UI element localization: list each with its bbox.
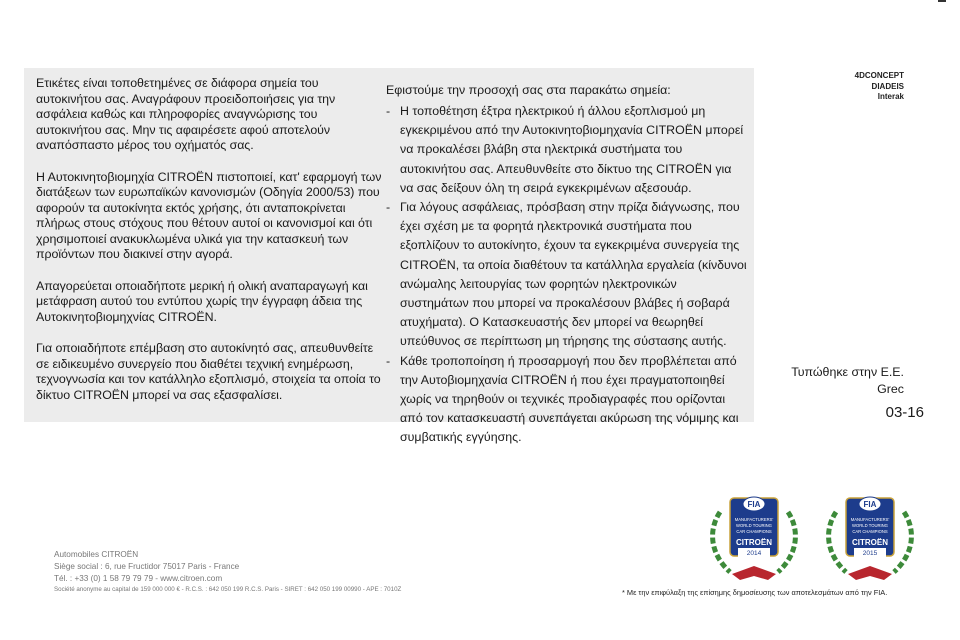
left-column [36,76,384,419]
printed-language: Grec [877,381,904,396]
laurel-badge-icon [818,490,922,584]
notice-intro: Εφιστούμε την προσοχή σας στα παρακάτω σημεία: [386,83,671,97]
badge-brand: CITROËN [736,538,772,547]
corner-mark [938,0,946,2]
company-address: Siège social : 6, rue Fructidor 75017 Paris - France [54,562,240,571]
badge-line: CAR CHAMPIONS [852,529,888,534]
labels-paragraph: Ετικέτες είναι τοποθετημένες σε διάφορα σημεία του αυτοκινήτου σας. Αναγράφουν προειδοποιήσεις για την ασφάλεια καθώς και πληροφορίες αναγνώρισης του αυτοκινήτου σας. Μην τις αφαιρέσετε αφού αποτελούν αναπόσπαστο μέρος του οχήματός σας. [36,76,336,152]
notice-bullet [386,352,748,448]
company-legal: Société anonyme au capital de 159 000 000 € - R.C.S. : 642 050 199 R.C.S. Paris - SIRET : 642 050 199 00990 - APE : 7010Z [54,586,402,593]
printed-in-line: Τυπώθηκε στην Ε.Ε. [791,365,904,379]
printed-in [791,364,904,397]
wtcc-badge-2014 [702,490,806,584]
fia-footnote: * Με την επιφύλαξη της επίσημης δημοσίευσης των αποτελεσμάτων από την FIA. [622,588,888,597]
wtcc-badge-2015 [818,490,922,584]
production-tags [855,71,904,103]
right-column [386,82,748,448]
company-info [54,549,401,595]
bullet-text: Κάθε τροποποίηση ή προσαρμογή που δεν προβλέπεται από την Αυτοβιομηχανία CITROËN ή που έχει πραγματοποιηθεί χωρίς να τηρηθούν οι τεχνικές προδιαγραφές που ορίζονται από τον κατασκευαστή συνεπάγεται ακύρωση της νόμιμης και συμβατικής εγγύησης. [400,353,739,445]
badge-line: MANUFACTURERS' [734,517,774,522]
tag-line: 4DCONCEPT [854,71,904,80]
tag-line: DIADEIS [871,81,904,91]
badge-year: 2015 [862,550,878,557]
copyright-paragraph: Απαγορεύεται οποιαδήποτε μερική ή ολική αναπαραγωγή και μετάφραση αυτού του εντύπου χωρίς την έγγραφη άδεια της Αυτοκινητοβιομηχνίας CITROËN. [36,278,368,324]
badge-line: WORLD TOURING [852,523,888,528]
badge-brand: CITROËN [852,538,888,547]
notice-bullet [386,102,748,198]
tag-line: Interak [877,92,904,101]
bullet-text: Για λόγους ασφάλειας, πρόσβαση στην πρίζα διάγνωσης, που έχει σχέση με τα φορητά ηλεκτρονικά συστήματα που εξοπλίζουν το αυτοκίνητο, έχουν τα εγκεκριμένα συνεργεία της CITROËN, τα οποία διαθέτουν τα κατάλληλα εργαλεία (κίνδυνοι ανώμαλης λειτουργίας των φορητών ηλεκτρονικών συστημάτων που μπορεί να προκαλέσουν βλάβες ή σοβαρά ατυχήματα). Ο Κατασκευαστής δεν μπορεί να θεωρηθεί υπεύθυνος σε περίπτωση μη τήρησης της σύστασης αυτής. [400,200,747,349]
badge-line: WORLD TOURING [736,523,772,528]
badge-line: CAR CHAMPIONS [736,529,772,534]
bullet-text: Η τοποθέτηση έξτρα ηλεκτρικού ή άλλου εξοπλισμού μη εγκεκριμένου από την Αυτοκινητοβιομηχανία CITROËN μπορεί να προκαλέσει βλάβη στα ηλεκτρικά συστήματα του αυτοκινήτου σας. Απευθυνθείτε στο δίκτυο της CITROËN για να σας δείξουν όλη τη σειρά εγκεκριμένων αξεσουάρ. [400,104,744,195]
bullet-dash: - [386,104,391,118]
notice-bullet [386,198,748,352]
bullet-dash: - [386,200,391,215]
badge-line: MANUFACTURERS' [850,517,890,522]
recycling-paragraph: Η Αυτοκινητοβιομηχία CITROËN πιστοποιεί, κατ' εφαρμογή των διατάξεων των ευρωπαϊκών κανονισμών (Οδηγία 2000/53) που αφορούν τα αυτοκίνητα εκτός χρήσης, ότι ανταποκρίνεται πλήρως στους στόχους που θέτουν αυτοί οι κανονισμοί και ότι χρησιμοποιεί ανακυκλωμένα υλικά για την κατασκευή των προϊόντων που διακινεί στην αγορά. [36,169,382,261]
service-paragraph: Για οποιαδήποτε επέμβαση στο αυτοκίνητό σας, απευθυνθείτε σε ειδικευμένο συνεργείο που διαθέτει τεχνική ενημέρωση, τεχνογνωσία και τον κατάλληλο εξοπλισμό, στοιχεία τα οποία το δίκτυο CITROËN μπορεί να σας εξασφαλίσει. [36,341,381,402]
info-panel [24,68,754,445]
fia-logo-text: FIA [747,500,761,509]
company-phone: Tél. : +33 (0) 1 58 79 79 79 - www.citroen.com [54,574,223,583]
page-code: 03-16 [885,404,924,421]
fia-logo-text: FIA [863,500,877,509]
laurel-badge-icon [702,490,806,584]
badge-year: 2014 [746,550,762,557]
company-name: Automobiles CITROËN [54,550,139,559]
bullet-dash: - [386,353,391,368]
